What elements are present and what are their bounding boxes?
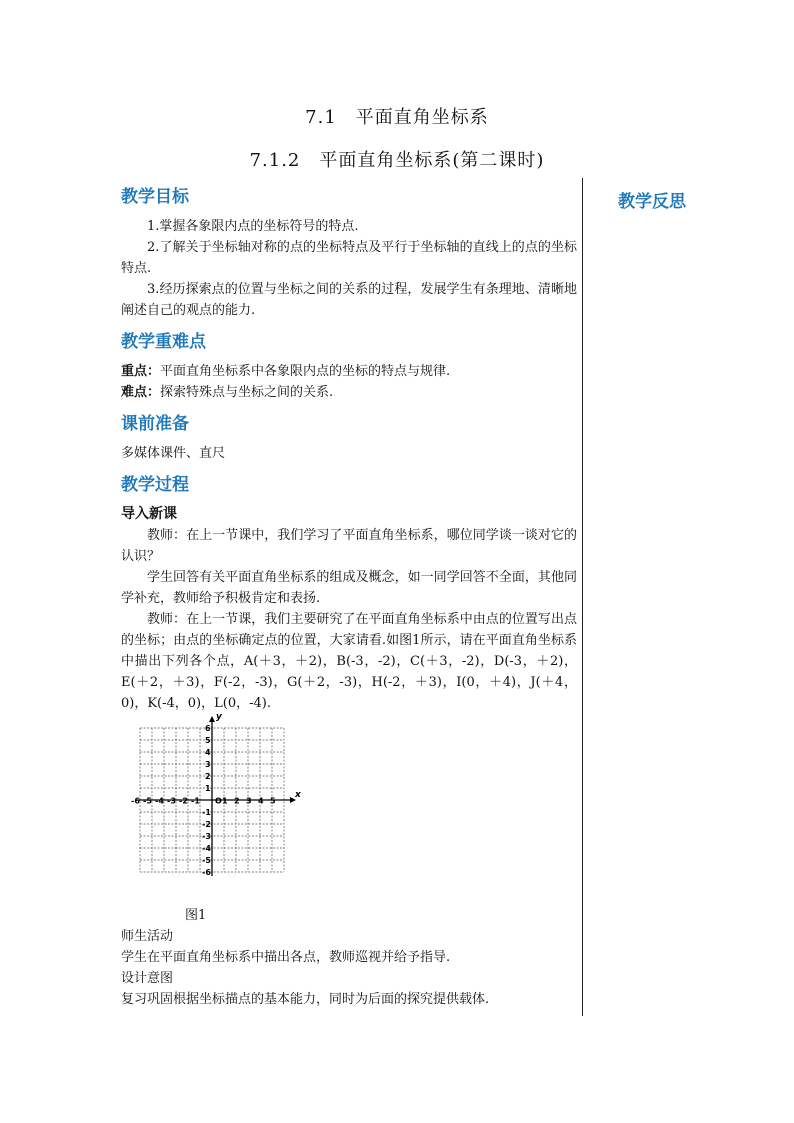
main-column: [121, 186, 577, 1010]
y-tick-label: -6: [202, 868, 211, 877]
figure-caption: 图1: [185, 908, 207, 923]
process-paragraph: 学生回答有关平面直角坐标系的组成及概念，如一同学回答不全面，其他同学补充，教师给予积极肯定和表扬.: [121, 570, 577, 606]
x-tick-label: -2: [179, 796, 188, 806]
y-tick-label: 1: [205, 784, 211, 793]
x-tick-label: 4: [258, 796, 264, 806]
goal-item: 2.了解关于坐标轴对称的点的坐标特点及平行于坐标轴的直线上的点的坐标特点.: [121, 240, 577, 276]
y-tick-label: -5: [202, 856, 211, 865]
y-tick-label: 6: [205, 724, 211, 733]
coordinate-grid: [127, 712, 301, 885]
hard-text: 探索特殊点与坐标之间的关系.: [160, 385, 334, 400]
goal-item: 1.掌握各象限内点的坐标符号的特点.: [147, 219, 359, 234]
x-tick-label: -6: [131, 796, 140, 806]
reflection-heading: 教学反思: [618, 192, 686, 212]
x-axis-label: x: [295, 790, 301, 800]
prep-heading: 课前准备: [121, 414, 189, 434]
goals-heading: 教学目标: [121, 187, 189, 207]
key-points-section: [121, 331, 577, 403]
coordinate-figure: [127, 712, 327, 905]
y-tick-label: -3: [202, 832, 211, 841]
column-divider: [582, 178, 583, 1016]
x-tick-label: -4: [155, 796, 164, 806]
x-tick-label: 2: [234, 796, 240, 806]
key-label: 重点：: [121, 364, 161, 379]
process-paragraph: 教师：在上一节课中，我们学习了平面直角坐标系，哪位同学谈一谈对它的认识？: [121, 528, 577, 564]
y-tick-label: 5: [205, 736, 211, 745]
process-paragraph: 教师：在上一节课，我们主要研究了在平面直角坐标系中由点的位置写出点的坐标；由点的坐标确定点的位置，大家请看.如图1所示，请在平面直角坐标系中描出下列各个点，A(＋3，＋2)，B(-3，-2)，C(＋3，-2)，D(-3，＋2)，E(＋2，＋3)，F(-2，-3)，G(＋2，-3)，H(-2，＋3)，I(0，＋4)，J(＋4，0)，K(-4，0)，L(0，-4).: [121, 612, 577, 711]
goals-section: [121, 186, 577, 321]
activity-title: 师生活动: [121, 929, 174, 944]
y-axis-label: y: [216, 712, 222, 722]
x-tick-label: -1: [191, 796, 200, 806]
x-tick-label: 5: [270, 796, 276, 806]
x-tick-label: -3: [167, 796, 176, 806]
activity-text: 学生在平面直角坐标系中描出各点，教师巡视并给予指导.: [121, 950, 451, 965]
y-tick-label: 2: [205, 772, 211, 781]
prep-text: 多媒体课件、直尺: [121, 446, 226, 461]
x-tick-label: 1: [222, 796, 228, 806]
hard-label: 难点：: [121, 385, 161, 400]
hard-point: [121, 382, 577, 403]
y-tick-label: -2: [202, 820, 211, 829]
key-point: [121, 361, 577, 382]
origin-label: O: [215, 796, 222, 806]
design-text: 复习巩固根据坐标描点的基本能力，同时为后面的探究提供载体.: [121, 992, 490, 1007]
y-tick-label: -4: [202, 844, 211, 853]
y-tick-label: 4: [205, 748, 211, 757]
design-title: 设计意图: [121, 971, 174, 986]
process-heading: 教学过程: [121, 475, 189, 495]
lesson-subtitle: 7.1.2 平面直角坐标系(第二课时): [249, 150, 545, 171]
process-section: [121, 474, 577, 1010]
y-tick-label: -1: [202, 808, 211, 817]
x-tick-label: 3: [246, 796, 252, 806]
key-text: 平面直角坐标系中各象限内点的坐标的特点与规律.: [160, 364, 451, 379]
key-points-heading: 教学重难点: [121, 332, 206, 352]
prep-section: [121, 413, 577, 464]
x-tick-label: -5: [143, 796, 152, 806]
y-axis-arrow: [209, 716, 215, 722]
y-tick-label: 3: [205, 760, 211, 769]
goal-item: 3.经历探索点的位置与坐标之间的关系的过程，发展学生有条理地、清晰地阐述自己的观点的能力.: [121, 282, 577, 318]
intro-title: 导入新课: [121, 506, 177, 522]
lesson-title: 7.1 平面直角坐标系: [305, 107, 489, 128]
